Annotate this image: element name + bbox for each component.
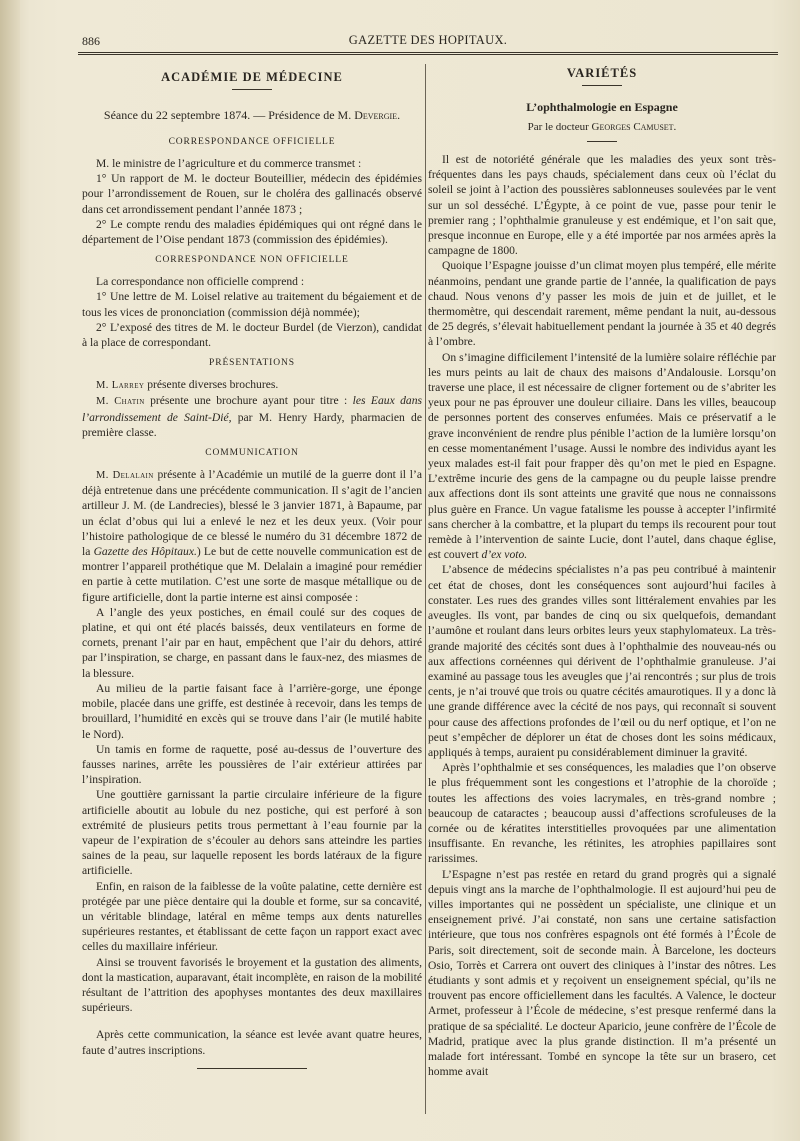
- page-number: 886: [82, 34, 100, 48]
- paragraph: [82, 393, 422, 440]
- article-title: L’ophthalmologie en Espagne: [526, 100, 678, 114]
- section-title-academie: ACADÉMIE DE MÉDECINE: [161, 70, 343, 84]
- subhead-correspondance-non-officielle: CORRESPONDANCE NON OFFICIELLE: [155, 255, 349, 266]
- paragraph: Un tamis en forme de raquette, posé au-dessus de l’ouverture des fausses narines, arrête les poussières de l’air extérieur attirées par l’inspiration.: [82, 742, 422, 787]
- paragraph: Après l’ophthalmie et ses conséquences, les maladies que l’on observe le plus fréquemment sont les congestions et l’atrophie de la choroïde ; toutes les affections des voies lacrymales, en très-grand nombre ; beaucoup de cataractes ; beaucoup aussi d’affections scrofuleuses de la cornée ou de kératites interstitielles provoquées par une alimentation insuffisante. En revanche, les rétinites, les atrophies papillaires sont rarissimes.: [428, 761, 776, 866]
- byline-rule: [587, 141, 617, 142]
- book-title: les Eaux dans l’arrondissement de Saint-Dié,: [82, 394, 422, 424]
- page-header: [78, 28, 778, 55]
- paragraph: La correspondance non officielle comprend :: [96, 275, 305, 289]
- paragraph: Après cette communication, la séance est levée avant quatre heures, faute d’autres inscriptions.: [82, 1028, 422, 1057]
- title-rule: [582, 85, 622, 86]
- end-rule: [197, 1068, 307, 1069]
- latin-phrase: d’ex voto.: [481, 548, 528, 562]
- paragraph: 1° Un rapport de M. le docteur Bouteillier, médecin des épidémies pour l’arrondissement de Rouen, sur le choléra des gallinacés observé dans cet arrondissement pendant l’année 1873 ;: [82, 172, 422, 216]
- paragraph: L’absence de médecins spécialistes n’a pas peu contribué à maintenir cet état de choses, dont les conséquences sont aujourd’hui faciles à constater. Les rues des grandes villes sont littéralement envahies par les aveugles. Ils vont, par bandes de cinq ou six quelquefois, demandant l’aumône et roulant dans leurs orbites leurs yeux staphylomateux. La très-grande majorité des cécités sont dues à l’ophthalmie des nouveau-nés ou aux affections cornéennes qui dérivent de l’ophthalmie granuleuse. J’ai examiné au passage tous les aveugles que j’ai rencontrés ; sur plus de trois cents, je n’ai trouvé que trois ou quatre cécités amaurotiques. Il y a donc là une grande différence avec la cécité de nos pays, qui reconnaît si souvent pour cause des affections profondes de l’œil ou du nerf optique, et l’on ne peut s’empêcher de déplorer un état de choses dont les soins médicaux, appliqués à temps, auraient pu considérablement diminuer la gravité.: [428, 563, 776, 759]
- paragraph: Une gouttière garnissant la partie circulaire inférieure de la figure artificielle aboutit au lobule du nez postiche, qui est perforé à son extrémité de plusieurs petits trous permettant à l’eau fournie par la vapeur de l’expiration de s’écouler au dehors sans atteindre les parties saines de la peau, sur laquelle reposent les bords latéraux de la figure artificielle.: [82, 788, 422, 878]
- paragraph-text: présente à l’Académie un mutilé de la guerre dont il l’a déjà entretenue dans une précédente communication. Il s’agit de l’ancien artilleur J. M. (de Landrecies), blessé le 3 janvier 1871, à Bapaume, par un éclat d’obus qui lui a enlevé le nez et les deux yeux. (Voir pour l’histoire pathologique de ce blessé le numéro du 31 décembre 1872 de la: [82, 468, 422, 559]
- seance-text: Séance du 22 septembre 1874. — Présidence de M.: [103, 108, 355, 122]
- paragraph: 1° Une lettre de M. Loisel relative au traitement du bégaiement et de tous les vices de prononciation (commission déjà nommée);: [82, 290, 422, 319]
- paragraph: L’Espagne n’est pas restée en retard du grand progrès qui a signalé depuis vingt ans la marche de l’ophthalmologie. Il est aujourd’hui peu de villes importantes qui ne possèdent un spécialiste, une clinique et un enseignement privé. J’ai constaté, non sans une certaine satisfaction intérieure, que tous nos confrères espagnols ont été formés à l’École de Paris, soit directement, soit de seconde main. À Barcelone, les docteurs Osio, Torrès et Carrera ont ouvert des cliniques à l’instar des nôtres. Les étudiants y sont admis et y reçoivent un enseignement spécial, qu’ils ne trouvent pas encore officiellement dans les facultés. A Valence, le docteur Armet, professeur à l’École de médecine, s’est presque renfermé dans la pratique de sa spécialité. Le docteur Aparicio, jeune confrère de l’École de Madrid, pratique avec la plus grande distinction. Il m’a présenté un malade fort intéressant. Tombé en syncope la tête sur un brasero, cet homme avait: [428, 867, 776, 1079]
- left-column: [82, 62, 422, 1132]
- right-column: [428, 62, 776, 1132]
- paragraph: Au milieu de la partie faisant face à l’arrière-gorge, une éponge mobile, placée dans une griffe, est destinée à recevoir, dans les temps de brouillard, l’humidité en excès qui se trouve dans l’air (le mutilé habite le Nord).: [82, 681, 422, 741]
- paragraph-text: On s’imagine difficilement l’intensité de la lumière solaire réfléchie par les murs peints au lait de chaux des maisons d’Andalousie. Lorsqu’on traverse une place, il est nécessaire de cligner fortement ou de s’abriter les yeux pour ne pas éprouver une douleur ciliaire. Dans les villes, beaucoup de personnes portent des conserves enfumées. Mais ce préservatif a le grave inconvénient de rendre plus pénible l’action de la lumière lorsqu’on en cesse momentanément l’usage. Aussi le nombre des individus ayant les yeux malades est-il fait pour frapper dès qu’on met le pied en Espagne. L’extrême incurie des gens de la campagne ou du peuple laisse prendre aux affections dont ils sont atteints une gravité que nous ne connaissons plus guère en France. Un vague fatalisme les pousse à accepter l’infirmité sans chercher à la combattre, et la plupart du temps ils recourent pour tout remède à l’intervention de sainte Lucie, dont l’autel, dans chaque église, est couvert: [428, 350, 776, 562]
- paragraph-text: par M. Henry Hardy, pharmacien de première classe.: [82, 410, 422, 439]
- page-spine-shadow: [0, 0, 20, 1141]
- paragraph: 2° Le compte rendu des maladies épidémiques qui ont régné dans le département de l’Oise pendant 1873 (commission des épidémies).: [82, 217, 422, 247]
- speaker-name: M. Chatin: [96, 396, 145, 408]
- president-name: Devergie.: [354, 108, 401, 122]
- paragraph: Quoique l’Espagne jouisse d’un climat moyen plus tempéré, elle mérite néanmoins, pendant une grande partie de l’année, la qualification de pays chaud. Nous venons d’y passer les mois de juin et de juillet, et le thermomètre, qui descendait rarement, même pendant la nuit, au-dessous de 25 degrés, s’élevait habituellement pendant la journée à 35 et 40 degrés à l’ombre.: [428, 259, 776, 349]
- paragraph-text: présente une brochure ayant pour titre :: [144, 394, 353, 408]
- spacer: [82, 1015, 422, 1027]
- running-title: GAZETTE DES HOPITAUX.: [348, 33, 508, 47]
- title-rule: [232, 89, 272, 90]
- byline-text: Par le docteur: [527, 121, 592, 133]
- subhead-presentations: PRÉSENTATIONS: [209, 358, 295, 369]
- author-name: Georges Camuset.: [591, 121, 677, 133]
- paragraph: Il est de notoriété générale que les maladies des yeux sont très-fréquentes dans les pays chauds, spécialement dans ceux où l’éclat du soleil se joint à l’action des poussières sablonneuses soulevées par le vent sur un sol desséché. L’Égypte, à ce point de vue, passe pour tenir le premier rang ; l’ophthalmie granuleuse y est endémique, et l’on sait que, presque inconnue en Europe, elle y a été importée par nos armées après la campagne de 1800.: [428, 153, 776, 258]
- paragraph-text: ) Le but de cette nouvelle communication est de montrer l’appareil prothétique que M. Delalain a imaginé pour remédier en partie à cette mutilation. C’est une sorte de masque métallique ou de figure artificielle, dont la partie interne est ainsi composée :: [82, 545, 422, 604]
- journal-title: Gazette des Hôpitaux.: [93, 545, 197, 559]
- subhead-communication: COMMUNICATION: [205, 448, 299, 459]
- speaker-name: M. Larrey: [96, 380, 145, 392]
- byline: [428, 121, 776, 133]
- column-divider: [425, 64, 426, 1114]
- paragraph: A l’angle des yeux postiches, en émail coulé sur des coques de platine, et qui ont été placés baissés, deux ventilateurs en forme de cornets, prenant l’air par en haut, empêchent que l’air du dehors, attiré par l’inspiration, se charge, en passant dans le faux-nez, des miasmes de la blessure.: [82, 605, 422, 680]
- speaker-name: M. Delalain: [96, 470, 154, 482]
- paragraph: 2° L’exposé des titres de M. le docteur Burdel (de Vierzon), candidat à la place de correspondant.: [82, 320, 422, 350]
- section-title-varietes: VARIÉTÉS: [566, 66, 638, 80]
- seance-line: [82, 108, 422, 123]
- paragraph: Enfin, en raison de la faiblesse de la voûte palatine, cette dernière est protégée par une pièce dentaire qui la double et forme, sur sa concavité, un véritable blindage, latéral en même temps aux dents naturelles supérieures restantes, et établissant de cette façon un rapport exact avec celles du maxillaire inférieur.: [82, 879, 422, 954]
- paragraph: Ainsi se trouvent favorisés le broyement et la gustation des aliments, dont la mastication, auparavant, était incomplète, en raison de la mobilité résultant de l’attrition des apophyses montantes des deux maxillaires supérieurs.: [82, 955, 422, 1015]
- subhead-correspondance-officielle: CORRESPONDANCE OFFICIELLE: [168, 137, 336, 147]
- paragraph-text: présente diverses brochures.: [144, 378, 279, 392]
- paragraph: [82, 377, 422, 393]
- paragraph: [428, 350, 776, 563]
- paragraph: M. le ministre de l’agriculture et du commerce transmet :: [96, 157, 362, 170]
- paragraph: [82, 467, 422, 605]
